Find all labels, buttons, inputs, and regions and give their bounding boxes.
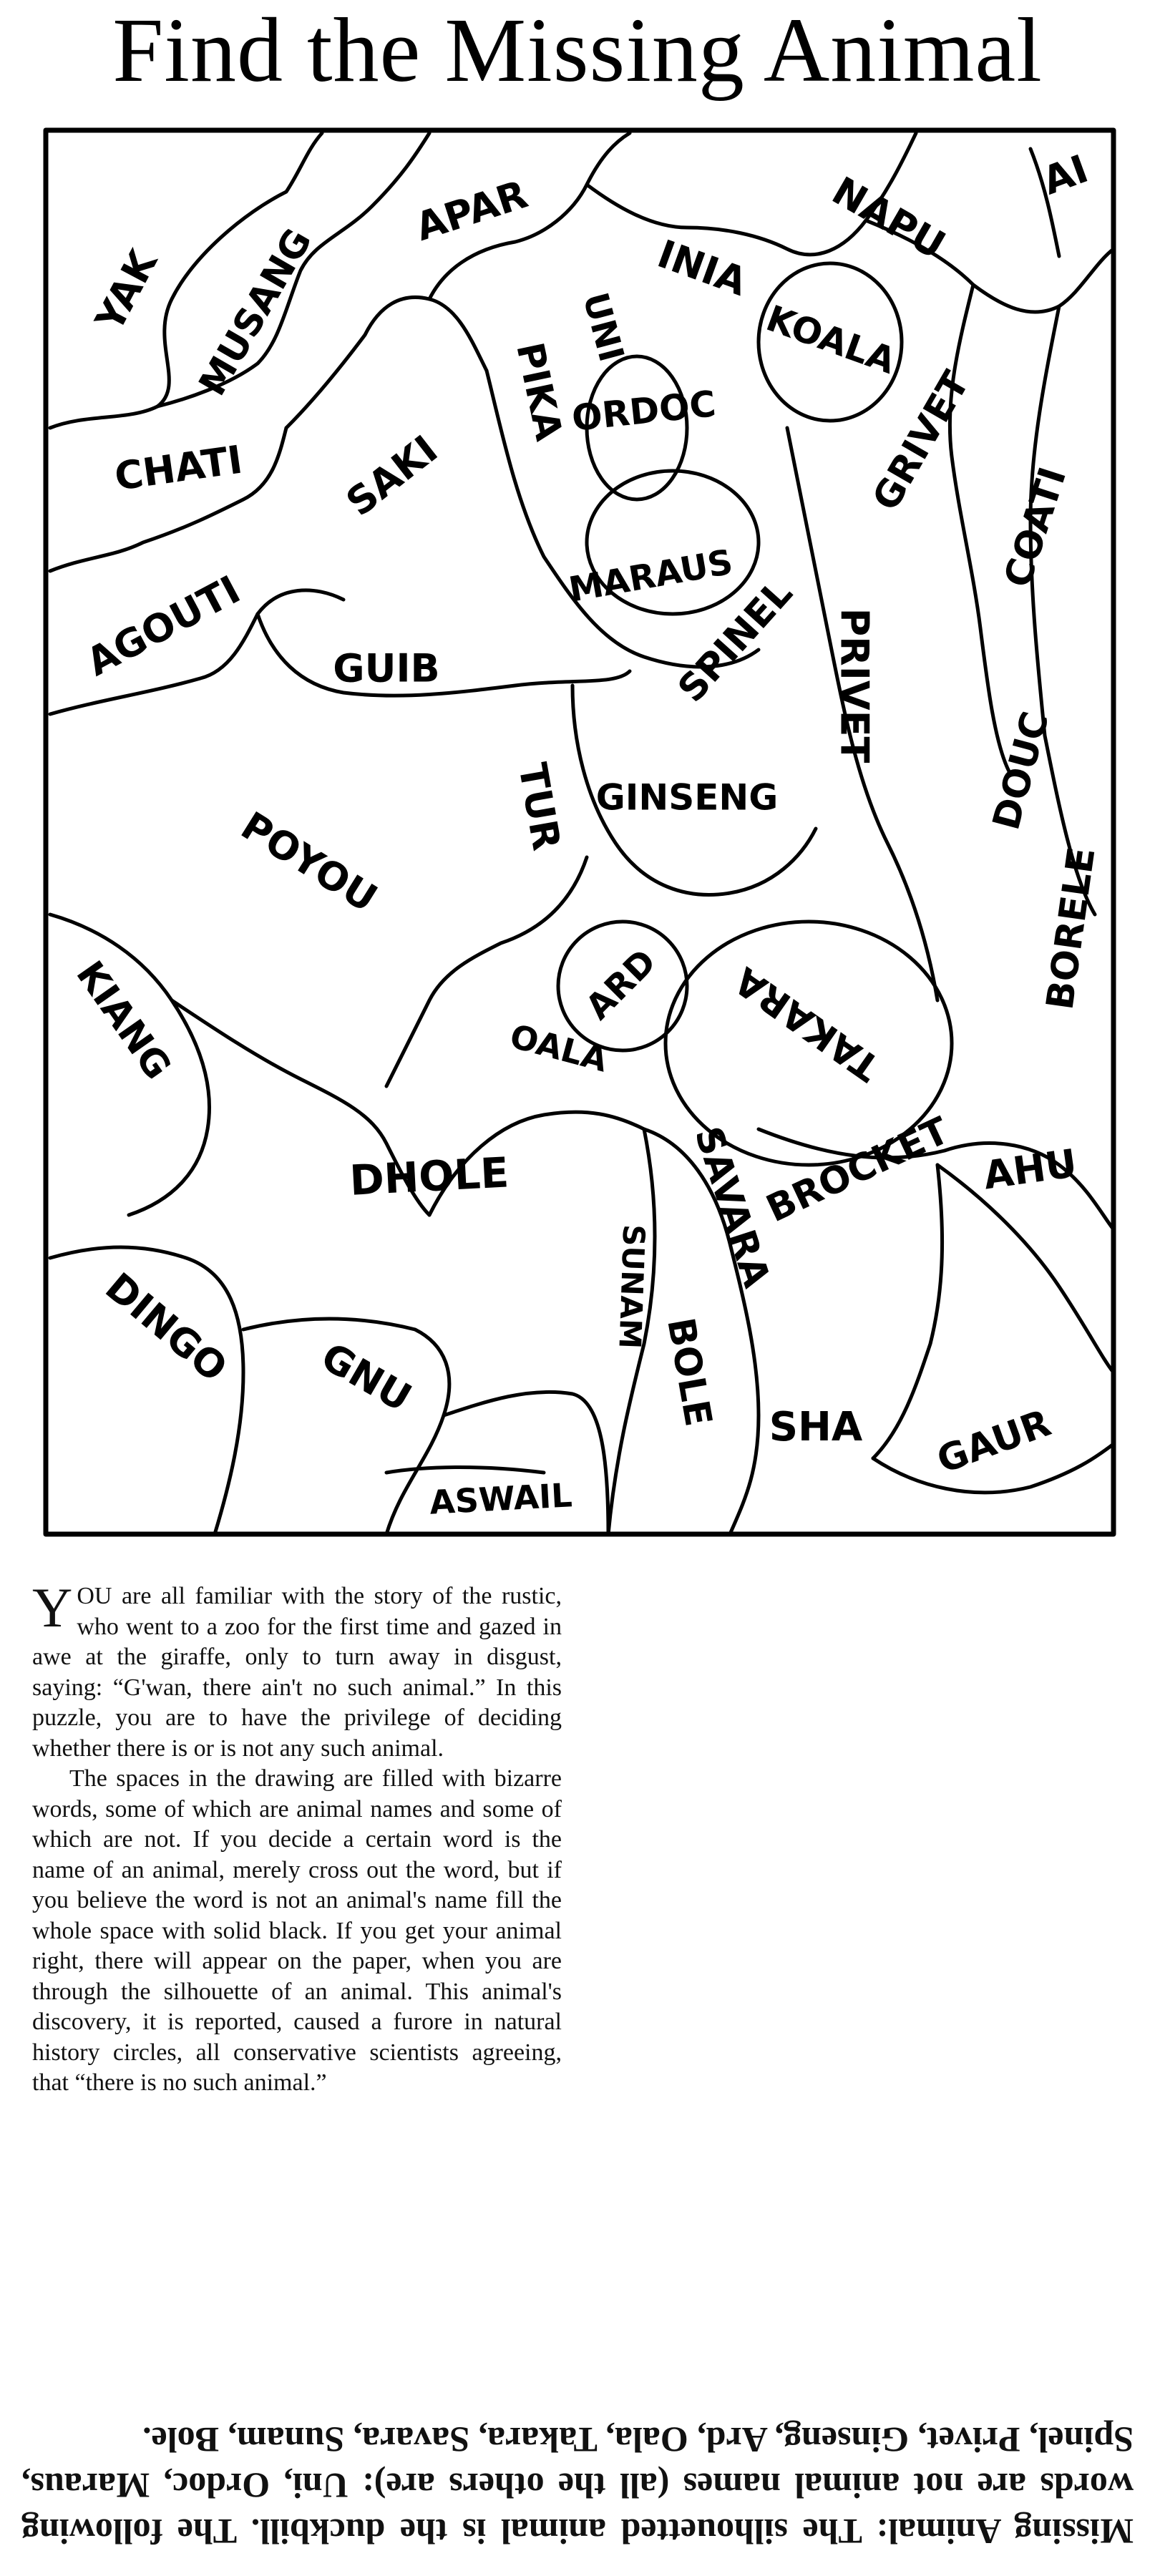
region-label: INIA <box>651 231 753 305</box>
region-line <box>258 614 630 696</box>
region-label: PRIVET <box>832 608 877 763</box>
page-title: Find the Missing Animal <box>112 0 1043 101</box>
story-column-left <box>32 1576 562 2099</box>
region-label: KIANG <box>67 953 180 1088</box>
region-label: TUR <box>510 759 570 854</box>
region-label: SPINEL <box>670 571 801 711</box>
answer-heading: Missing Animal: <box>876 2512 1134 2552</box>
region-label: SAKI <box>338 426 447 525</box>
region-label: AGOUTI <box>79 567 248 686</box>
story-paragraph-2: The spaces in the drawing are filled with bizarre words, some of which are animal names and some of which are not. If you decide a certain word is the name of an animal, merely cross out the word, but if you believe the word is not an animal's name fill the whole space with solid black. If you get your animal right, there will appear on the paper, when you are through the silhouette of an animal. This animal's discovery, it is reported, caused a furore in natural history circles, all conservative scientists agreeing, that “there is no such animal.” <box>32 1765 562 2096</box>
region-line <box>1030 306 1095 914</box>
region-label: GUIB <box>333 645 440 691</box>
story-text-1: OU are all familiar with the story of the rustic, who went to a zoo for the first time and gazed in awe at the giraffe, only to turn away in disgust, saying: “G'wan, there ain't no such animal.” In this puzzle, you are to have the privilege of deciding whether there is or is not any such animal. <box>32 1583 562 1762</box>
region-line <box>286 297 487 428</box>
region-label: ORDOC <box>570 383 718 439</box>
region-label: MARAUS <box>565 542 736 610</box>
answer-text: The silhouetted animal is the duckbill. The following words are not animal names (all the others are): Uni, Ordoc, Maraus, Spinel, Privet, Ginseng, Ard, Oala, Takara, Savara, Sunam, Bole. <box>21 2420 1134 2552</box>
region-label: GINSENG <box>595 776 779 819</box>
answer-paragraph <box>21 2417 1134 2555</box>
region-line <box>950 285 1009 771</box>
region-label: AHU <box>980 1140 1080 1199</box>
region-label: MUSANG <box>190 221 321 404</box>
region-label: SHA <box>769 1404 863 1451</box>
region-label: BROCKET <box>760 1109 956 1231</box>
region-label: DINGO <box>97 1264 236 1391</box>
puzzle-map <box>43 127 1116 1537</box>
region-label: BOLE <box>658 1314 720 1430</box>
region-label: ARD <box>578 941 664 1028</box>
drop-cap: Y <box>32 1576 73 1639</box>
region-label: GAUR <box>931 1402 1057 1483</box>
region-label: CHATI <box>112 436 245 499</box>
region-line <box>937 1165 1113 1372</box>
answer-upside-down <box>21 2182 1134 2555</box>
region-label: KOALA <box>761 297 901 382</box>
region-label: DHOLE <box>348 1148 510 1205</box>
region-label: SUNAM <box>612 1224 652 1350</box>
region-label: BORELE <box>1038 844 1104 1013</box>
region-label: COATI <box>996 462 1076 593</box>
region-label: POYOU <box>233 803 385 922</box>
region-label: OALA <box>506 1016 612 1080</box>
region-label: APAR <box>410 171 533 250</box>
region-label: TAKARA <box>726 958 888 1089</box>
region-label: ASWAIL <box>428 1475 573 1522</box>
region-label: YAK <box>87 243 167 338</box>
region-label: DOUC <box>985 707 1058 835</box>
story-paragraph-1 <box>32 1576 562 1764</box>
region-label: PIKA <box>507 338 570 445</box>
region-label: AI <box>1036 146 1094 204</box>
region-label: NAPU <box>824 167 953 268</box>
region-line <box>873 1165 942 1458</box>
region-label: UNI <box>575 288 632 366</box>
region-line <box>386 1468 544 1473</box>
region-label: SAVARA <box>686 1121 779 1293</box>
region-label: GRIVET <box>864 364 978 518</box>
region-label: GNU <box>313 1334 419 1421</box>
